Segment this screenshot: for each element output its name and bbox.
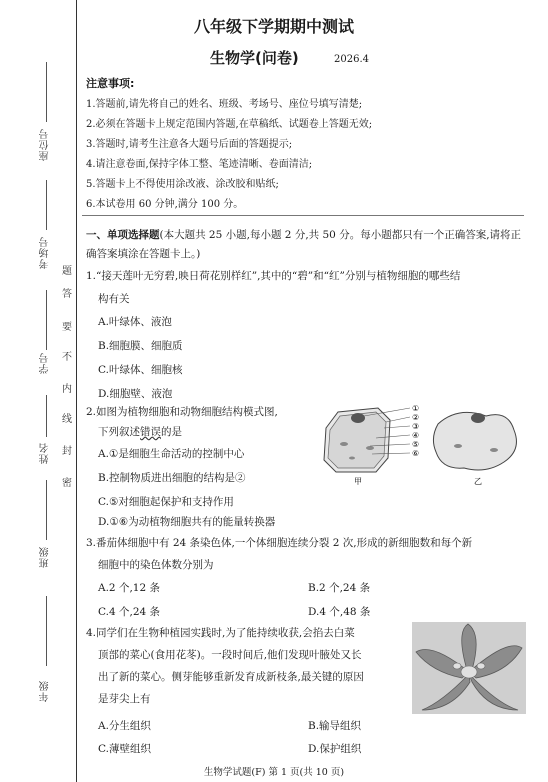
notice-item: 2.必须在答题卡上规定范围内答题,在草稿纸、试题卷上答题无效; [86,119,373,130]
exam-no-underline [46,180,47,230]
stem-text: 的是 [161,426,182,438]
seat-label: 座位号 [40,128,51,161]
seal-char: 不 [62,352,72,363]
option: A.2 个,12 条 [98,582,160,594]
option: D.保护组织 [308,743,362,755]
question-1-stem-cont: 构有关 [98,293,130,305]
grade-underline [46,596,47,666]
exam-no-label: 考场号 [40,236,51,269]
section-heading: 一、单项选择题 [86,229,160,241]
grade-label: 年级 [40,680,51,702]
name-underline [46,395,47,437]
page-footer: 生物学试题(F) 第 1 页(共 10 页) [203,767,345,778]
figure-label: ⑤ [412,440,420,449]
question-4-stem: 4.同学们在生物种植园实践时,为了能持续收获,会掐去白菜 [86,627,355,639]
option: D.4 个,48 条 [308,606,371,618]
cell-diagram [318,398,528,486]
notice-item: 5.答题卡上不得使用涂改液、涂改胶和贴纸; [86,179,279,190]
animal-cell [433,412,516,470]
notice-item: 1.答题前,请先将自己的姓名、班级、考场号、座位号填写清楚; [86,99,363,110]
seal-char: 线 [62,414,72,425]
option: C.⑤对细胞起保护和支持作用 [98,496,234,508]
plant-cell [324,408,390,472]
question-2-stem-cont [98,423,182,442]
option: B.2 个,24 条 [308,582,371,594]
option: C.叶绿体、细胞核 [98,364,183,376]
divider [82,215,524,216]
student-no-label: 学号 [40,352,51,374]
page-title: 八年级下学期期中测试 [193,17,354,36]
student-no-underline [46,290,47,350]
seal-char: 答 [62,289,72,300]
option: A.分生组织 [98,720,151,732]
option: C.4 个,24 条 [98,606,161,618]
option: C.薄壁组织 [98,743,151,755]
class-underline [46,480,47,540]
notice-item: 6.本试卷用 60 分钟,满分 100 分。 [86,199,244,210]
figure-label: ① [412,404,420,413]
name-label: 姓名 [40,442,51,464]
seal-char: 题 [62,266,72,277]
figure-caption: 乙 [474,477,482,486]
question-3-stem-cont: 细胞中的染色体数分别为 [98,559,214,571]
question-1-stem: 1.“接天莲叶无穷碧,映日荷花别样红”,其中的“碧”和“红”分别与植物细胞的哪些结 [86,270,461,282]
option: D.①⑥为动植物细胞共有的能量转换器 [98,516,276,528]
seal-char: 密 [62,478,72,489]
class-label: 班级 [40,546,51,568]
page-subtitle: 生物学(问卷) [210,49,299,67]
question-4-stem-cont: 出了新的菜心。侧芽能够重新发育成新枝条,最关键的原因 [98,671,364,683]
option: B.输导组织 [308,720,362,732]
question-4-stem-cont: 顶部的菜心(食用花苳)。一段时间后,他们发现叶腋处又长 [98,649,362,661]
exam-date: 2026.4 [334,54,369,65]
emphasis-text: 错误 [140,426,161,438]
question-3-stem: 3.番茄体细胞中有 24 条染色体,一个体细胞连续分裂 2 次,形成的新细胞数和每个新 [86,537,473,549]
stem-text: 下列叙述 [98,426,140,438]
option: B.控制物质进出细胞的结构是② [98,472,246,484]
section-instruction [86,226,526,264]
figure-label: ③ [412,422,420,431]
section-desc: (本大题共 25 小题,每小题 2 分,共 50 分。每小题都只有一个正确答案,请将正确答案填涂在答题卡上。) [86,229,522,260]
seal-char: 内 [62,384,72,395]
seal-char: 要 [62,322,72,333]
option: D.细胞壁、液泡 [98,388,173,400]
figure-caption: 甲 [354,477,362,486]
figure-label: ⑥ [412,449,420,458]
question-4-stem-cont: 是芽尖上有 [98,693,151,705]
notice-item: 4.请注意卷面,保持字体工整、笔迹清晰、卷面清洁; [86,159,313,170]
cabbage-photo [412,622,526,714]
option: A.叶绿体、液泡 [98,316,172,328]
question-2-stem: 2.如图为植物细胞和动物细胞结构模式图, [86,406,278,418]
option: A.①是细胞生命活动的控制中心 [98,448,245,460]
binding-line [76,0,77,782]
seat-underline [46,62,47,122]
notice-heading: 注意事项: [86,77,135,90]
notice-item: 3.答题时,请考生注意各大题号后面的答题提示; [86,139,293,150]
option: B.细胞膜、细胞质 [98,340,183,352]
figure-label: ④ [412,431,420,440]
seal-char: 封 [62,446,72,457]
figure-label: ② [412,413,420,422]
